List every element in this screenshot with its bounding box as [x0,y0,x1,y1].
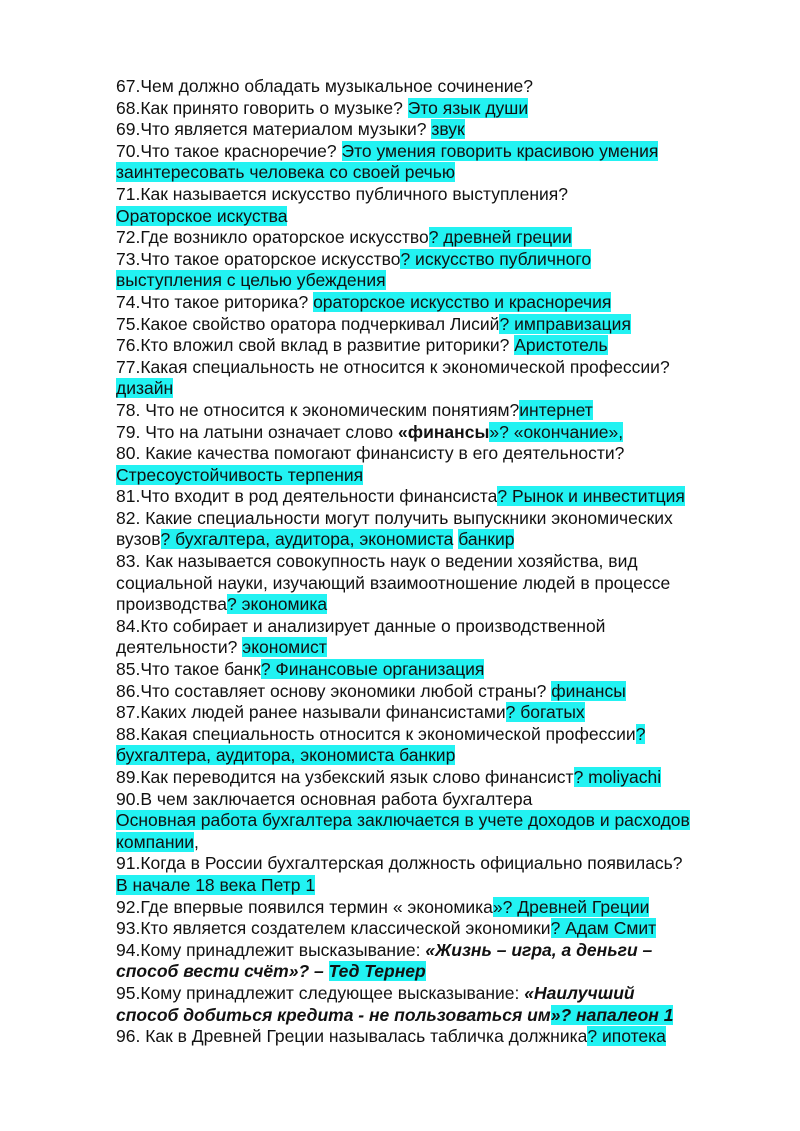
text-segment: 92.Где впервые появился термин « экономика [116,896,493,917]
highlighted-answer: ? Адам Смит [550,918,657,939]
highlighted-answer: бухгалтера, аудитора, экономиста банкир [116,745,456,766]
highlighted-answer: Ораторское искуства [116,205,288,226]
highlighted-answer: компании [116,831,195,852]
highlighted-answer: ? [635,723,646,744]
text-segment: 80. Какие качества помогают финансисту в его деятельности? [116,443,625,464]
text-line [116,529,756,551]
highlighted-answer: В начале 18 века Петр 1 [116,874,316,895]
text-line [116,810,756,832]
text-segment: 76.Кто вложил свой вклад в развитие риторики? [116,335,515,356]
highlighted-answer: заинтересовать человека со своей речью [116,162,455,183]
highlighted-answer: Основная работа бухгалтера заключается в учете доходов и расходов [116,810,690,831]
text-segment: 94.Кому принадлежит высказывание: [116,939,426,960]
highlighted-answer: »? «окончание», [489,421,624,442]
text-segment: вузов [116,529,161,550]
text-segment: 68.Как принято говорить о музыке? [116,97,408,118]
highlighted-answer: ? экономика [227,594,328,615]
text-segment: 95.Кому принадлежит следующее высказывание: [116,982,525,1003]
text-line [116,422,756,444]
text-segment: 84.Кто собирает и анализирует данные о производственной [116,615,606,636]
text-line [116,184,756,206]
text-line [116,724,756,746]
text-line [116,1005,756,1027]
highlighted-answer: Это язык души [407,97,529,118]
text-line [116,853,756,875]
text-line [116,76,756,98]
text-line [116,940,756,962]
text-segment: 69.Что является материалом музыки? [116,119,432,140]
text-segment: 88.Какая специальность относится к экономической профессии [116,723,636,744]
text-segment: «Жизнь – игра, а деньги – [425,939,653,960]
highlighted-answer: ораторское искусство и красноречия [313,291,612,312]
text-line [116,378,756,400]
highlighted-answer: экономист [242,637,327,658]
questions-list [116,76,756,1048]
highlighted-answer: Стресоустойчивость терпения [116,464,364,485]
text-segment: 71.Как называется искусство публичного выступления? [116,183,569,204]
text-segment: 77.Какая специальность не относится к экономической профессии? [116,356,670,377]
text-segment: 86.Что составляет основу экономики любой страны? [116,680,552,701]
highlighted-answer: Тед Тернер [328,961,426,982]
text-line [116,637,756,659]
text-line [116,162,756,184]
highlighted-answer: ? ипотека [587,1026,666,1047]
text-line [116,551,756,573]
text-line [116,594,756,616]
highlighted-answer: интернет [519,399,593,420]
text-segment: 70.Что такое красноречие? [116,140,342,161]
text-segment: 81.Что входит в род деятельности финансиста [116,486,498,507]
highlighted-answer: ? Финансовые организация [260,659,485,680]
text-segment: 74.Что такое риторика? [116,291,314,312]
text-segment: 72.Где возникло ораторское искусство [116,227,429,248]
text-segment: 83. Как называется совокупность наук о ведении хозяйства, вид [116,551,638,572]
text-line [116,702,756,724]
text-segment: 75.Какое свойство оратора подчеркивал Лисий [116,313,500,334]
text-line [116,292,756,314]
text-segment: «финансы [398,421,490,442]
text-line [116,335,756,357]
text-line [116,875,756,897]
text-line [116,227,756,249]
text-line [116,119,756,141]
highlighted-answer: звук [431,119,465,140]
highlighted-answer: дизайн [116,378,174,399]
text-line [116,573,756,595]
text-segment: способ вести счёт»? – [116,961,329,982]
text-segment: 85.Что такое банк [116,659,261,680]
highlighted-answer: финансы [551,680,626,701]
text-line [116,465,756,487]
text-line [116,681,756,703]
text-line [116,961,756,983]
text-line [116,98,756,120]
text-segment: способ добиться кредита - не пользоваться им [116,1004,551,1025]
highlighted-answer: ? Рынок и инвеститция [497,486,685,507]
text-line [116,141,756,163]
text-line [116,206,756,228]
highlighted-answer: ? бухгалтера, аудитора, экономиста [160,529,454,550]
text-line [116,745,756,767]
text-line [116,443,756,465]
text-line [116,357,756,379]
text-line [116,918,756,940]
text-segment: 82. Какие специальности могут получить выпускники экономических [116,507,673,528]
text-segment: 90.В чем заключается основная работа бухгалтера [116,788,533,809]
text-segment: 78. Что не относится к экономическим понятиям? [116,399,520,420]
text-segment: 96. Как в Древней Греции называлась табличка должника [116,1026,588,1047]
highlighted-answer: ? имправизация [499,313,631,334]
highlighted-answer: ? искусство публичного [400,248,592,269]
text-segment: производства [116,594,227,615]
text-line [116,616,756,638]
text-segment: 87.Каких людей ранее называли финансистами [116,702,506,723]
highlighted-answer: »? Древней Греции [492,896,650,917]
text-line [116,249,756,271]
text-segment: 73.Что такое ораторское искусство [116,248,401,269]
text-segment: 67.Чем должно обладать музыкальное сочинение? [116,76,533,96]
highlighted-answer: ? богатых [505,702,585,723]
text-line [116,486,756,508]
text-segment: 91.Когда в России бухгалтерская должность официально появилась? [116,853,683,874]
text-line [116,270,756,292]
text-line [116,1026,756,1048]
text-segment: 79. Что на латыни означает слово [116,421,399,442]
text-line [116,508,756,530]
text-line [116,659,756,681]
text-line [116,314,756,336]
text-segment: деятельности? [116,637,243,658]
text-line [116,832,756,854]
highlighted-answer: ? moliyachi [573,767,662,787]
text-segment: 93.Кто является создателем классической экономики [116,918,551,939]
text-line [116,789,756,811]
text-segment: социальной науки, изучающий взаимоотношение людей в процессе [116,572,671,593]
text-segment: 89.Как переводится на узбекский язык слово финансист [116,767,574,787]
highlighted-answer: Аристотель [514,335,608,356]
highlighted-answer: »? напалеон 1 [550,1004,674,1025]
highlighted-answer: ? древней греции [428,227,572,248]
highlighted-answer: Это умения говорить красивою умения [341,140,659,161]
text-line [116,767,756,789]
text-segment: , [194,831,199,852]
highlighted-answer: выступления с целью убеждения [116,270,386,291]
text-line [116,983,756,1005]
text-line [116,400,756,422]
text-line [116,897,756,919]
highlighted-answer: банкир [458,529,515,550]
text-segment: «Наилучший [524,982,635,1003]
